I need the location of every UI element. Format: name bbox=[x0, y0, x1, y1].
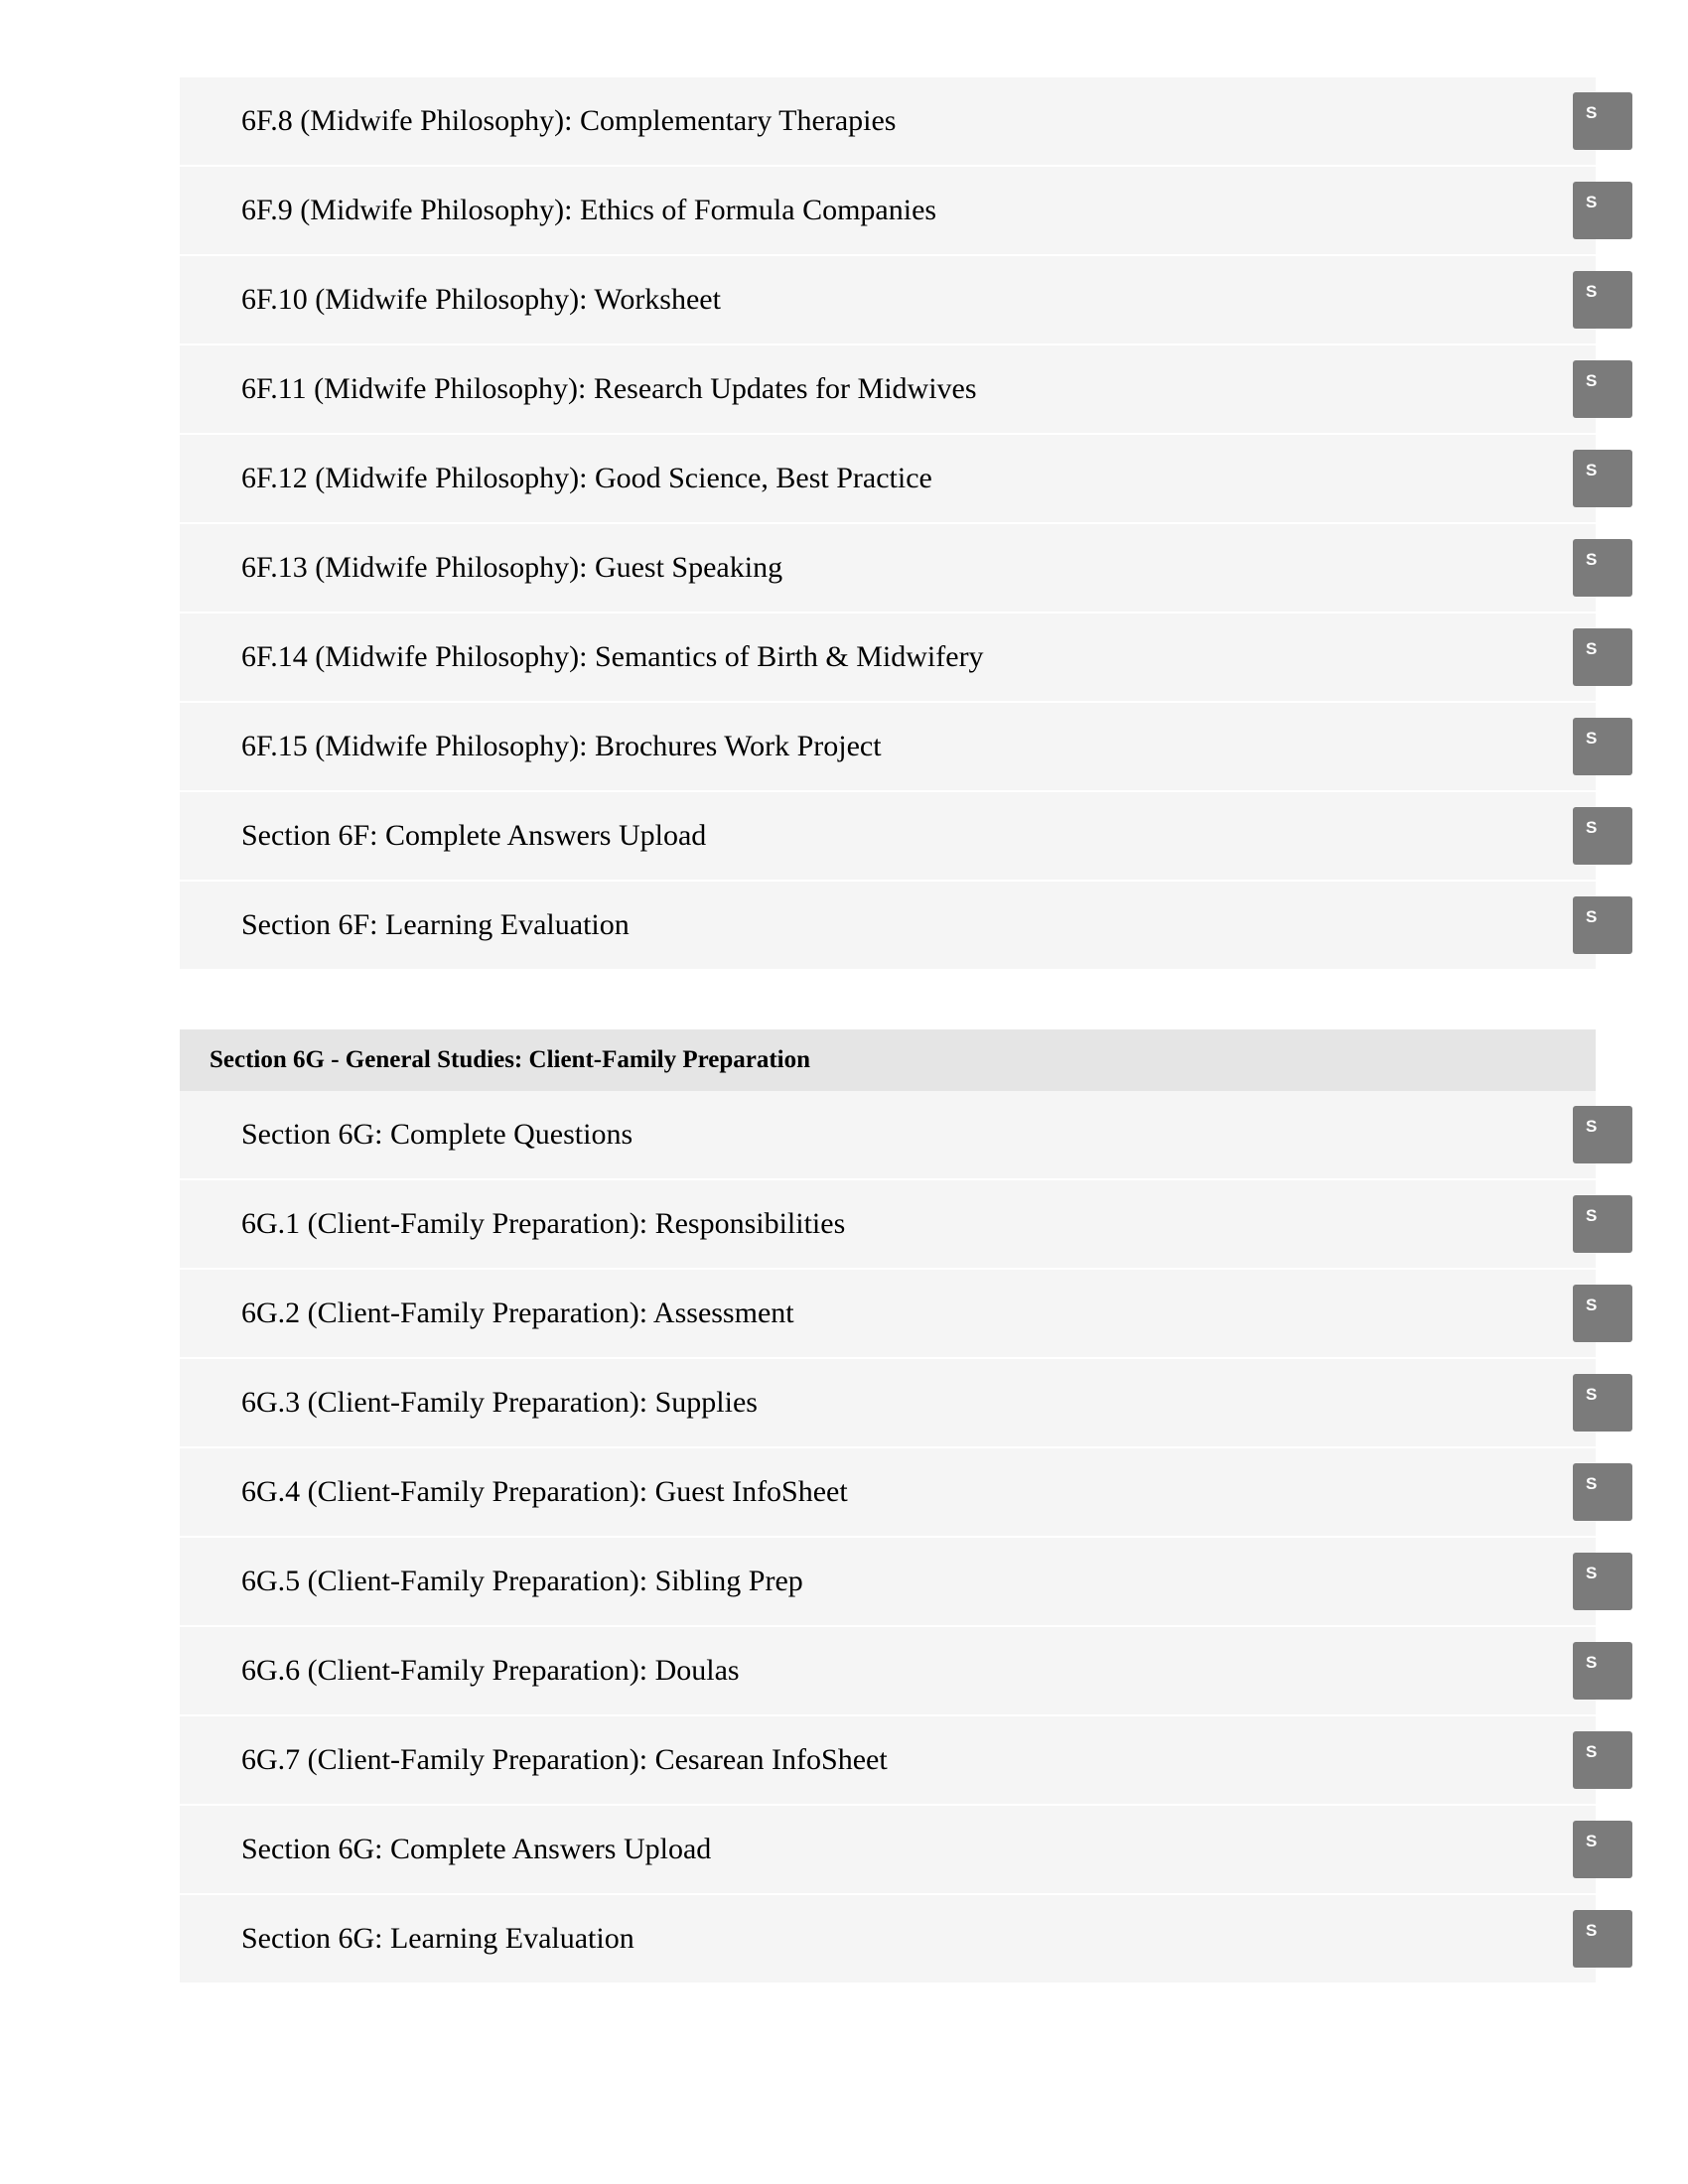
lesson-title[interactable]: 6G.1 (Client-Family Preparation): Responsibilities bbox=[241, 1207, 846, 1240]
lesson-title[interactable]: 6F.15 (Midwife Philosophy): Brochures Work Project bbox=[241, 730, 882, 762]
start-button[interactable]: S bbox=[1573, 1195, 1632, 1253]
start-button[interactable]: S bbox=[1573, 1821, 1632, 1878]
list-item[interactable] bbox=[180, 614, 1596, 701]
section-header: Section 6G - General Studies: Client-Family Preparation bbox=[180, 1029, 1596, 1091]
list-item[interactable] bbox=[180, 1091, 1596, 1178]
lesson-title[interactable]: 6G.2 (Client-Family Preparation): Assessment bbox=[241, 1297, 794, 1329]
lesson-title[interactable]: 6G.4 (Client-Family Preparation): Guest InfoSheet bbox=[241, 1475, 848, 1508]
start-button[interactable]: S bbox=[1573, 1285, 1632, 1342]
lesson-title[interactable]: 6G.5 (Client-Family Preparation): Sibling Prep bbox=[241, 1565, 803, 1597]
list-item[interactable] bbox=[180, 256, 1596, 343]
list-item[interactable] bbox=[180, 1806, 1596, 1893]
section-6f bbox=[180, 77, 1596, 969]
lesson-title[interactable]: 6F.12 (Midwife Philosophy): Good Science, Best Practice bbox=[241, 462, 932, 494]
list-item[interactable] bbox=[180, 1895, 1596, 1982]
lesson-title[interactable]: 6F.10 (Midwife Philosophy): Worksheet bbox=[241, 283, 721, 316]
list-item[interactable] bbox=[180, 1359, 1596, 1446]
start-button[interactable]: S bbox=[1573, 1910, 1632, 1968]
lesson-title[interactable]: 6F.14 (Midwife Philosophy): Semantics of Birth & Midwifery bbox=[241, 640, 984, 673]
list-item[interactable] bbox=[180, 345, 1596, 433]
start-button[interactable]: S bbox=[1573, 1374, 1632, 1432]
start-button[interactable]: S bbox=[1573, 1553, 1632, 1610]
start-button[interactable]: S bbox=[1573, 1106, 1632, 1163]
lesson-title[interactable]: 6F.8 (Midwife Philosophy): Complementary Therapies bbox=[241, 104, 897, 137]
lesson-title[interactable]: Section 6F: Complete Answers Upload bbox=[241, 819, 707, 852]
list-item[interactable] bbox=[180, 792, 1596, 880]
list-item[interactable] bbox=[180, 77, 1596, 165]
lesson-title[interactable]: 6F.11 (Midwife Philosophy): Research Updates for Midwives bbox=[241, 372, 977, 405]
list-item[interactable] bbox=[180, 1270, 1596, 1357]
lesson-title[interactable]: Section 6G: Learning Evaluation bbox=[241, 1922, 634, 1955]
lesson-list bbox=[180, 77, 1596, 1982]
list-item[interactable] bbox=[180, 1180, 1596, 1268]
lesson-title[interactable]: 6G.6 (Client-Family Preparation): Doulas bbox=[241, 1654, 740, 1687]
start-button[interactable]: S bbox=[1573, 271, 1632, 329]
lesson-title[interactable]: 6G.7 (Client-Family Preparation): Cesarean InfoSheet bbox=[241, 1743, 888, 1776]
start-button[interactable]: S bbox=[1573, 1463, 1632, 1521]
lesson-title[interactable]: Section 6F: Learning Evaluation bbox=[241, 908, 630, 941]
list-item[interactable] bbox=[180, 703, 1596, 790]
list-item[interactable] bbox=[180, 1448, 1596, 1536]
list-item[interactable] bbox=[180, 1627, 1596, 1714]
list-item[interactable] bbox=[180, 167, 1596, 254]
lesson-title[interactable]: Section 6G: Complete Questions bbox=[241, 1118, 633, 1151]
start-button[interactable]: S bbox=[1573, 1642, 1632, 1700]
start-button[interactable]: S bbox=[1573, 896, 1632, 954]
lesson-title[interactable]: 6G.3 (Client-Family Preparation): Supplies bbox=[241, 1386, 758, 1419]
list-item[interactable] bbox=[180, 882, 1596, 969]
list-item[interactable] bbox=[180, 524, 1596, 612]
start-button[interactable]: S bbox=[1573, 182, 1632, 239]
lesson-title[interactable]: 6F.13 (Midwife Philosophy): Guest Speaking bbox=[241, 551, 783, 584]
start-button[interactable]: S bbox=[1573, 628, 1632, 686]
lesson-title[interactable]: 6F.9 (Midwife Philosophy): Ethics of Formula Companies bbox=[241, 194, 937, 226]
start-button[interactable]: S bbox=[1573, 450, 1632, 507]
list-item[interactable] bbox=[180, 1538, 1596, 1625]
section-6g bbox=[180, 1029, 1596, 1982]
list-item[interactable] bbox=[180, 1716, 1596, 1804]
list-item[interactable] bbox=[180, 435, 1596, 522]
start-button[interactable]: S bbox=[1573, 360, 1632, 418]
start-button[interactable]: S bbox=[1573, 1731, 1632, 1789]
start-button[interactable]: S bbox=[1573, 92, 1632, 150]
lesson-title[interactable]: Section 6G: Complete Answers Upload bbox=[241, 1833, 712, 1865]
start-button[interactable]: S bbox=[1573, 718, 1632, 775]
start-button[interactable]: S bbox=[1573, 807, 1632, 865]
start-button[interactable]: S bbox=[1573, 539, 1632, 597]
